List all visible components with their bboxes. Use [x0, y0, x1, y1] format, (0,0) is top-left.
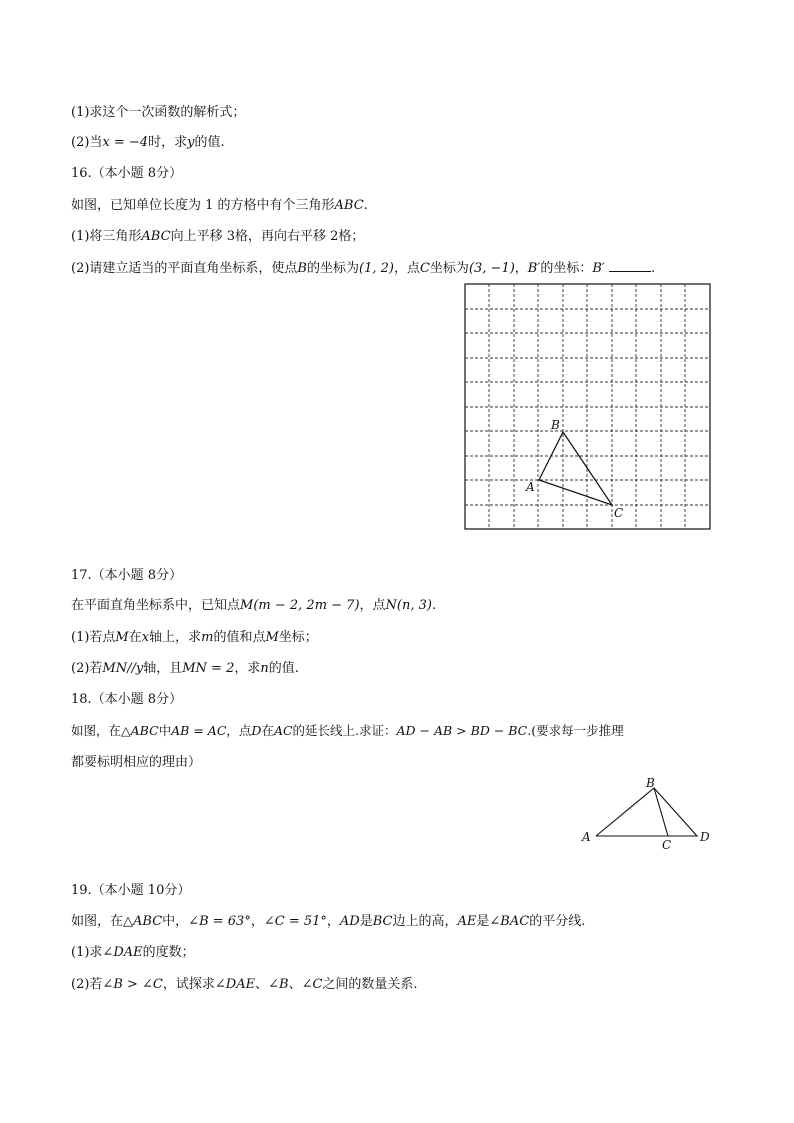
text: .	[431, 598, 437, 613]
problem17-part2	[71, 660, 299, 678]
math: △ABC	[123, 914, 163, 929]
math: B′	[592, 261, 605, 276]
text: 中，	[162, 914, 189, 929]
text: ，求	[234, 661, 261, 676]
text: 是	[476, 914, 490, 929]
math: BC	[372, 914, 393, 929]
text: .	[650, 261, 656, 276]
math: (3, −1)	[468, 261, 515, 276]
text: 如图，在	[71, 723, 122, 738]
math: AD	[339, 914, 360, 929]
math: x = −4	[102, 135, 149, 150]
text: 19.（本小题 10分）	[71, 883, 191, 898]
math: AC	[273, 723, 293, 738]
math: (1, 2)	[359, 261, 394, 276]
label-a: A	[526, 480, 535, 494]
text: (1)若点	[71, 630, 116, 645]
label-a: A	[582, 830, 591, 844]
text: 边上的高，	[392, 914, 458, 929]
math: AE	[457, 914, 477, 929]
problem15-part2	[71, 134, 225, 152]
text: 在	[128, 630, 142, 645]
text: 时，求	[148, 135, 188, 150]
text: 的坐标为	[306, 261, 359, 276]
math: B′	[527, 261, 541, 276]
text: 在平面直角坐标系中，已知点	[71, 598, 241, 613]
text: ，点	[226, 723, 252, 738]
problem19-header	[71, 882, 190, 900]
text: (2)当	[71, 135, 103, 150]
label-d: D	[700, 830, 710, 844]
math: B	[297, 261, 307, 276]
text: ，	[326, 914, 340, 929]
math: ∠C = 51°	[263, 914, 327, 929]
math: M(m − 2, 2m − 7)	[240, 598, 360, 613]
text: 、	[255, 977, 269, 992]
math: D	[251, 723, 262, 738]
problem19-part1	[71, 944, 195, 962]
math: △ABC	[121, 723, 159, 738]
math: M	[265, 630, 279, 645]
problem18-header	[71, 691, 182, 709]
math: x	[141, 630, 150, 645]
text: 都要标明相应的理由）	[71, 755, 202, 770]
text: 中	[158, 723, 172, 738]
text: 如图，已知单位长度为 1 的方格中有个三角形	[71, 198, 335, 213]
problem18-line1	[71, 722, 624, 740]
problem17-part1	[71, 629, 318, 647]
math: M	[115, 630, 129, 645]
math: ∠B = 63°	[188, 914, 251, 929]
text: 坐标为	[429, 261, 469, 276]
problem16-header	[71, 165, 182, 183]
text: ，点	[393, 261, 420, 276]
text: 16.（本小题 8分）	[71, 166, 183, 181]
text: 的延长线上.求证：	[292, 723, 397, 738]
problem16-intro	[71, 197, 368, 215]
text: 、	[288, 977, 302, 992]
math: y	[187, 135, 195, 150]
math: n	[260, 661, 269, 676]
problem15-part1	[71, 104, 245, 122]
text: ，试探求	[162, 977, 215, 992]
text: (1)将三角形	[71, 229, 142, 244]
problem17-header	[71, 567, 182, 585]
text: ，点	[359, 598, 386, 613]
text: 的坐标：	[540, 261, 593, 276]
text: (2)若	[71, 977, 103, 992]
text: 是	[359, 914, 373, 929]
problem16-part1	[71, 228, 364, 246]
text: 轴上，求	[149, 630, 202, 645]
text: (1)求这个一次函数的解析式；	[71, 105, 246, 120]
problem19-part2	[71, 976, 418, 994]
math: ∠BAC	[489, 914, 530, 929]
math: ∠B > ∠C	[102, 977, 163, 992]
answer-blank[interactable]	[609, 259, 651, 272]
triangle-figure	[576, 772, 716, 852]
math: ∠DAE	[214, 977, 256, 992]
text: ，	[514, 261, 528, 276]
label-c: C	[662, 838, 672, 852]
text: 之间的数量关系.	[322, 977, 418, 992]
math: AD − AB > BD − BC	[396, 723, 528, 738]
grid-lines	[465, 284, 710, 529]
math: ∠DAE	[102, 945, 143, 960]
problem19-line1	[71, 913, 585, 931]
text: 18.（本小题 8分）	[71, 692, 183, 707]
text: (2)若	[71, 661, 103, 676]
math: ABC	[334, 198, 364, 213]
math: ∠C	[301, 977, 323, 992]
text: 在	[261, 723, 274, 738]
math: AB = AC	[171, 723, 227, 738]
problem17-intro	[71, 597, 436, 615]
text: 的度数；	[142, 945, 195, 960]
text: 向上平移 3格，再向右平移 2格；	[170, 229, 365, 244]
label-b: B	[646, 776, 655, 790]
math: ∠B	[268, 977, 289, 992]
math: N(n, 3)	[385, 598, 432, 613]
text: .(要求每一步推理	[527, 723, 624, 738]
label-c: C	[614, 506, 624, 520]
math: MN = 2	[182, 661, 235, 676]
text: 的值和点	[213, 630, 266, 645]
text: ，	[250, 914, 264, 929]
text: 轴，且	[143, 661, 183, 676]
label-b: B	[551, 418, 560, 432]
grid-border	[465, 284, 710, 529]
text: .	[363, 198, 368, 213]
problem18-line2	[71, 754, 201, 772]
text: 的平分线.	[529, 914, 586, 929]
grid-figure	[462, 282, 714, 532]
math: ABC	[141, 229, 171, 244]
text: 的值.	[194, 135, 225, 150]
text: 坐标；	[278, 630, 318, 645]
text: 如图，在	[71, 914, 124, 929]
triangle-abc	[539, 432, 612, 505]
text: (2)请建立适当的平面直角坐标系，使点	[71, 261, 298, 276]
math: C	[419, 261, 430, 276]
text: 17.（本小题 8分）	[71, 568, 183, 583]
text: (1)求	[71, 945, 103, 960]
math: MN//y	[102, 661, 144, 676]
triangle-abd-outline	[596, 788, 697, 836]
text: 的值.	[268, 661, 299, 676]
math: m	[201, 630, 214, 645]
problem16-part2	[71, 259, 655, 278]
